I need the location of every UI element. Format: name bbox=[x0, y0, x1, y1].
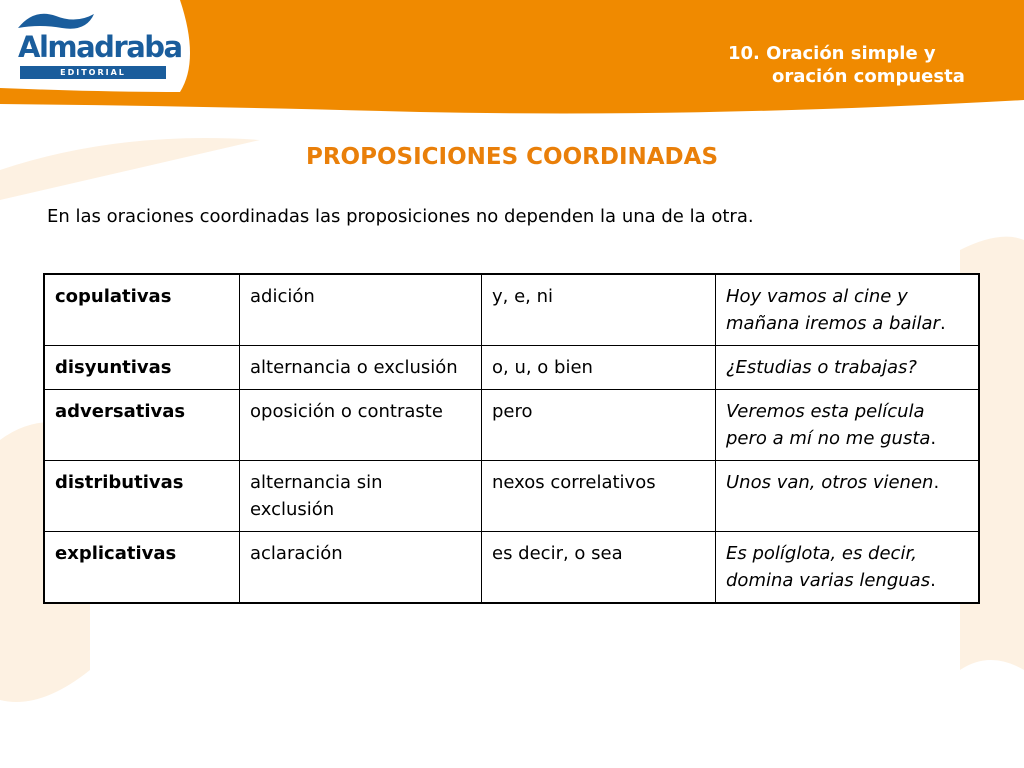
logo-subtext: EDITORIAL bbox=[20, 66, 166, 79]
cell-example bbox=[716, 390, 980, 461]
table-row bbox=[44, 461, 979, 532]
cell-nexos: y, e, ni bbox=[482, 274, 716, 346]
chapter-title-line1: 10. Oración simple y bbox=[728, 43, 936, 64]
chapter-title-line2: oración compuesta bbox=[772, 66, 965, 87]
cell-nexos: o, u, o bien bbox=[482, 346, 716, 390]
cell-type: copulativas bbox=[44, 274, 240, 346]
example-end-punctuation: . bbox=[933, 472, 940, 493]
cell-type: disyuntivas bbox=[44, 346, 240, 390]
chapter-title bbox=[728, 42, 965, 88]
header-banner bbox=[0, 0, 1024, 118]
coordination-table bbox=[43, 273, 980, 604]
cell-type: adversativas bbox=[44, 390, 240, 461]
example-text: Veremos esta película pero a mí no me gusta bbox=[726, 401, 931, 449]
cell-example bbox=[716, 274, 980, 346]
cell-meaning: aclaración bbox=[240, 532, 482, 604]
table-row bbox=[44, 346, 979, 390]
table-body bbox=[44, 274, 979, 603]
almadraba-logo bbox=[16, 6, 182, 82]
logo-text: Almadraba bbox=[18, 30, 182, 64]
example-text: ¿Estudias o trabajas? bbox=[726, 357, 917, 378]
cell-meaning: alternancia o exclusión bbox=[240, 346, 482, 390]
table-row bbox=[44, 390, 979, 461]
cell-meaning: alternancia sin exclusión bbox=[240, 461, 482, 532]
example-text: Unos van, otros vienen bbox=[726, 472, 934, 493]
cell-meaning: oposición o contraste bbox=[240, 390, 482, 461]
page-title: PROPOSICIONES COORDINADAS bbox=[305, 144, 719, 170]
cell-meaning: adición bbox=[240, 274, 482, 346]
cell-example bbox=[716, 532, 980, 604]
cell-type: distributivas bbox=[44, 461, 240, 532]
example-end-punctuation: . bbox=[930, 570, 936, 591]
cell-nexos: pero bbox=[482, 390, 716, 461]
cell-nexos: nexos correlativos bbox=[482, 461, 716, 532]
example-end-punctuation: . bbox=[930, 428, 937, 449]
example-text: Es políglota, es decir, domina varias lenguas bbox=[726, 543, 931, 591]
example-end-punctuation: . bbox=[939, 313, 946, 334]
cell-example bbox=[716, 346, 980, 390]
cell-type: explicativas bbox=[44, 532, 240, 604]
example-text: Hoy vamos al cine y mañana iremos a bailar bbox=[726, 286, 940, 334]
table-row bbox=[44, 532, 979, 604]
cell-example bbox=[716, 461, 980, 532]
cell-nexos: es decir, o sea bbox=[482, 532, 716, 604]
intro-text: En las oraciones coordinadas las proposiciones no dependen la una de la otra. bbox=[47, 206, 754, 227]
table-row bbox=[44, 274, 979, 346]
